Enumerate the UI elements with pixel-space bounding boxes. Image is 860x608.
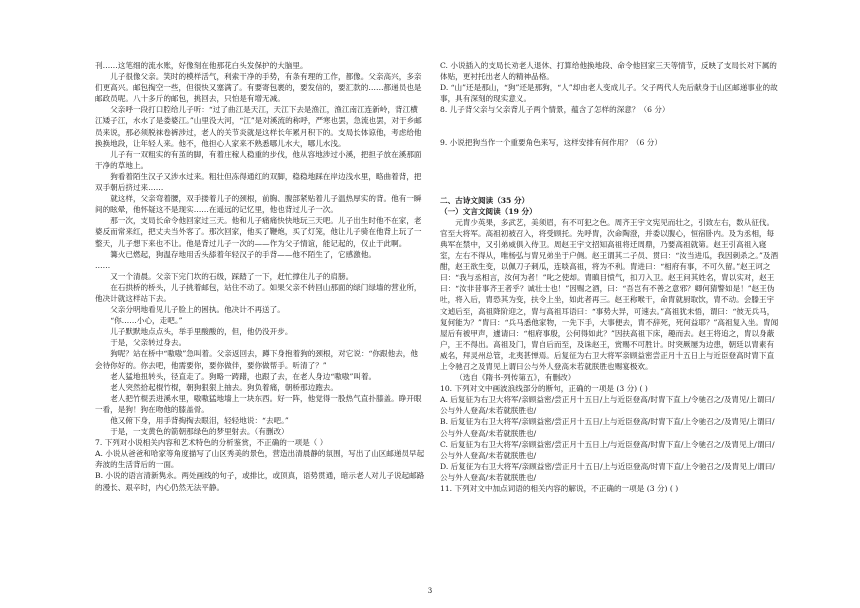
story-paragraph: 那一次，支局长命令他回家过三天。他和儿子痛痛快快地玩三天吧。儿子出生时他不在家，老婆反而常来红，把丈夫当外客了。那次回家，他买了鞭炮，买了灯笼，他让儿子骑在他背上玩了一整天，儿子想下来也不让。他是背过儿子一次的——作为父子情谊，能记起的，仅止于此啊。 (95, 216, 422, 248)
question-7-option-b: B. 小说的语言清新隽永。两处画线的句子，或排比，或顶真，语势贯通，暗示老人对儿子说起邮路的漫长、艰辛时，内心仍然无法平静。 (95, 471, 425, 492)
story-paragraph: 儿子有一双粗实的有茧的脚，有着庄稼人稳重的步伐，他从容地涉过小溪，把担子放在溪那面干净的草地上。 (95, 149, 422, 170)
story-paragraph: 父亲分明地看见儿子脸上的困执。他决计不再送了。 (110, 305, 285, 315)
question-10-option-c: C. 后复征为右卫大将军/亲顾益密/尝正月十五日上/与近臣登高/时胄下直/上令驰召之/及胄见上/谓曰/公与外人登高/未若就朕胜也/ (440, 439, 775, 460)
question-7-option-c: C. 小说插入的支局长劝老人退休、打算给他换地段、命令他回家三天等情节，反映了支局长对下属的体贴，更衬托出老人的精神品格。 (440, 61, 777, 82)
question-7-option-d: D. “山”还是那山，“狗”还是那狗，“人”却由老人变成儿子。父子两代人先后献身于山区邮递事业的故事，具有深刻的现实意义。 (440, 83, 778, 104)
story-paragraph: 老人突然拾起棍竹棍，朝狗狠狠上抽去。狗负着痛，朝桥那边跑去。 (110, 382, 338, 392)
story-paragraph-underlined: 父亲呼一段打口腔给儿子听：“过了曲江是天江，天江下去是渔江，渔江南江连新岭，背江横江矮子江，水水了是娄婆江。”山里没大河，“江”是对溪流的称呼，严寒也罢，急流也罢，对于乡邮员来说，那必须脱袜卷裤涉过，老人的关节炎就是这样长年累月积下的。支局长体谅他，考虑给他换换地段，让年轻人来。他不，他担心人家来不熟悉哪儿水大，哪儿水浅。 (95, 105, 422, 148)
story-paragraph: 他又俯下身，用手背掏掏去眼泪，轻轻地说：“去吧。” (110, 416, 289, 425)
source-note: （选自《隋书·列传第五》，有删改） (455, 373, 576, 383)
answer-space (440, 171, 780, 193)
story-paragraph: 儿子很像父亲。笑时的模样活气，利索干净的手势，有条有理的工作，都像。父亲高兴，多亲们更高兴。邮包掏空一些，但很快又塞满了。有要寄包裹的，要发信的，要汇款的……都递员也是邮政员呢。八十多斤的邮包，挑回去，只怕是有增无减。 (95, 72, 422, 104)
right-column (440, 60, 780, 494)
story-paragraph: “你……小心，走吧。” (110, 316, 183, 326)
story-paragraph: 狗呢？站在桥中“嗷嗷”急叫着。父亲返回去，蹲下身抱着狗的颈根，对它说：“你跟他去，他会待你好的。你去吧，他需要你，要你做伴，要你做帮手。听清了？” (95, 349, 418, 370)
subsection-title: （一）文言文阅读（19 分） (440, 206, 537, 216)
story-paragraph: 在石拱桥的桥头，儿子挑着邮包，站住不动了。如果父亲不转回山那面的绿门绿墙的营业所，他决计就这样站下去。 (95, 282, 422, 303)
story-paragraph: 又一个清晨。父亲下完门坎的石级，踩踏了一下，赶忙撑住儿子的肩膀。 (110, 271, 354, 281)
story-paragraph: 老人把竹棍丢进溪水里，嗷嗷猛地墙上一块东西。好一阵，他觉得一股热气直扑膝盖。睁开眼一看，是狗！狗在吻他的膝盖骨。 (95, 393, 422, 414)
question-9: 9. 小说把狗当作一个重要角色来写，这样安排有何作用？（6 分） (440, 138, 662, 148)
section-title: 二、古诗文阅读（35 分） (440, 195, 530, 205)
question-8: 8. 儿子背父亲与父亲背儿子两个情景，蕴含了怎样的深意？（6 分） (440, 105, 670, 115)
story-paragraph: 狗看着陌生汉子又涉水过来。粗壮但冻得通红的双脚，稳稳地踩在岸边浅水里，略曲着背，把双手朝后挤过来…… (95, 171, 422, 193)
question-10-option-d: D. 后复征为右卫大将军/亲顾益密/尝正月十五日/上与近臣登高/时胄下直/上令驰召之/及胄见上/谓曰/公与外人登高/未若就朕胜也/ (440, 461, 775, 482)
question-10: 10. 下列对文中画波浪线部分的断句，正确的一项是 (3 分) ( ) (440, 384, 648, 394)
story-paragraph: 儿子默默地点点头，举手里酸酸的，但，他仍没开步。 (110, 327, 293, 337)
question-10-option-a: A. 后复征为右卫大将军/亲顾益密/尝正月十五日/上与近臣登高/时胄下直上/令驰召之/及胄见/上谓曰/公与外人登高/未若就朕胜也/ (440, 395, 775, 416)
classical-text: 元胄少英果，多武艺，美须眉，有不可犯之色。周齐王宇文宪见而壮之，引致左右，数从征伐。官至大将军。高祖初被召入，将受顾托。先呼胄，次命陶澄，并委以腹心，恒宿卧内。及为丞相，每典军在禁中，又引弟威俱入侍卫。周赵王宇文招知高祖将迁周鼎，乃要高祖就第。赵王引高祖入寝室，左右不得从，唯杨弘与胄兄弟坐于户侧。赵王谓其二子员、贯曰：“汝当进瓜，我因刺杀之。”及酒酣，赵王欲生变，以佩刀子刺瓜，连啖高祖，将为不利。胄进曰：“相府有事，不可久留。”赵王诃之曰：“我与丞相言，汝何为者！”叱之使却。胄瞋目愤气，扣刀入卫。赵王问其姓名，胄以实对，赵王曰：“汝非昔事齐王者乎？诚壮士也！”因赐之酒，曰：“吾岂有不善之意邪？卿何猜警如是！”赵王伪吐，将入后，胄恐其为变，扶令上坐，如此者再三。赵王称喉干，命胄就厨取饮，胄不动。会滕王宇文逌后至，高祖降阶迎之，胄与高祖耳语曰：“事势大异，可速去。”高祖犹未悟，谓曰：“彼无兵马，复何能为？”胄曰：“兵马悉他家物，一先下手，大事便去，胄不辞死，死何益耶？”高祖复入坐。胄闻屋后有被甲声，遽请曰：“相府事殷，公何得如此？”因扶高祖下床，趣而去。赵王将追之，胄以身蔽户，王不得出。高祖及门，胄自后而至，及诛赵王，赏赐不可胜计。时突厥屡为边患，朝廷以胄素有威名，拜灵州总管，北夷甚惮焉。后复征为右卫大将军亲顾益密尝正月十五日上与近臣登高时胄下直上令驰召之及胄见上谓曰公与外人登高未若就朕胜也赐宴极欢。 (440, 217, 779, 371)
story-paragraph: 刊……这笔细的流水账，好像刻在他那花白头发保护的大脑里。 (95, 61, 308, 70)
ellipsis-divider: …… (95, 260, 111, 270)
story-paragraph: 篝火已燃起，狗温存地用舌头舔着年轻汉子的手背——他不陌生了，它感激他。 (110, 249, 376, 259)
left-column (95, 60, 425, 493)
question-10-option-b: B. 后复征为右卫大将军/亲顾益密/尝正月十五日/上与近臣登高/时胄下直/上令驰召之/及胄见/上谓曰/公与外人登高/未若就朕胜也/ (440, 417, 775, 438)
question-7: 7. 下列对小说相关内容和艺术特色的分析鉴赏，不正确的一项是（ ） (95, 438, 328, 448)
question-11: 11. 下列对文中加点词语的相关内容的解说，不正确的一项是 (3 分) ( ) (440, 484, 679, 493)
answer-space (440, 115, 780, 137)
page-number: 3 (427, 587, 433, 595)
story-paragraph: 于是，父亲转过身去。 (110, 338, 187, 348)
answer-space (440, 149, 780, 171)
story-paragraph: 就这样，父亲弯着腰，双手搂着儿子的颈根，前胸、腹部紧贴着儿子温热厚实的背。他有一瞬间的眩晕，他怀疑这不是现实……在遥远的记忆里，他也背过儿子一次。 (95, 194, 422, 215)
question-7-option-a: A. 小说从爸爸和哈家等角度描写了山区秀美的景色，营造出清晨静的氛围，写出了山区邮递员早起奔波的生活背后的一面。 (95, 449, 425, 470)
story-paragraph: 于是，一支黄色的箭朝那绿色的梦里射去。（有删改） (110, 427, 289, 437)
story-paragraph: 老人猛地扭转头，径直走了。狗略一踌躇，也跟了去，在老人身边“嗷嗷”叫着。 (110, 371, 377, 381)
